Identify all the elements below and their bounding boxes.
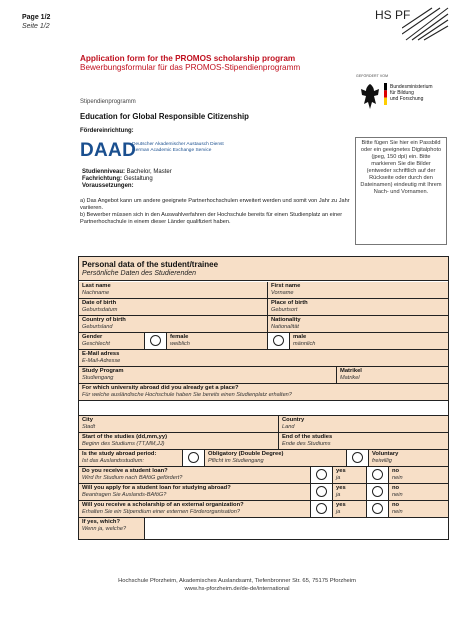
scholarship-yes-radio-cell[interactable]: [311, 501, 333, 517]
birth-row: [79, 299, 448, 316]
program-row: [79, 367, 448, 384]
voluntary-radio-cell[interactable]: [347, 450, 369, 466]
first-name-field[interactable]: First name Vorname: [268, 282, 448, 298]
obligatory-radio[interactable]: [188, 452, 199, 463]
male-radio-cell[interactable]: [268, 333, 290, 349]
city-field[interactable]: City Stadt: [79, 416, 279, 432]
personal-data-form: [78, 256, 449, 540]
hspf-logo-icon: [402, 6, 450, 42]
gender-label: Gender Geschlecht: [79, 333, 145, 349]
bafog-no-radio-cell[interactable]: [367, 484, 389, 500]
requirements-text: [80, 198, 350, 226]
last-name-field[interactable]: Last name Nachname: [79, 282, 268, 298]
female-radio-cell[interactable]: [145, 333, 167, 349]
obligatory-radio-cell[interactable]: [183, 450, 205, 466]
program-label: Stipendienprogramm: [80, 99, 136, 105]
page-label-de: Seite 1/2: [22, 23, 50, 30]
ministry-logo: [356, 74, 448, 130]
footer: [0, 577, 474, 593]
bafog-row: [79, 484, 448, 501]
matrikel-field[interactable]: Matrikel Matrikel: [337, 367, 448, 383]
obligatory-option: Obligatory (Double Degree) Pflicht im Studiengang: [205, 450, 347, 466]
male-option: male männlich: [290, 333, 448, 349]
field-value: Gestaltung: [122, 176, 153, 182]
footer-address: Hochschule Pforzheim, Akademisches Auslandsamt, Tiefenbronner Str. 65, 75175 Pforzheim: [118, 578, 356, 584]
bafog-question: Will you apply for a student loan for studying abroad? Beantragen Sie Auslands-BAföG?: [79, 484, 311, 500]
study-level-value: Bachelor, Master: [125, 169, 172, 175]
university-row: [79, 384, 448, 401]
requirement-a: a) Das Angebot kann um andere geeignete Partnerhochschulen erweitert werden und somit von Jahr zu Jahr variieren.: [80, 198, 350, 211]
voluntary-radio[interactable]: [352, 452, 363, 463]
gender-row: [79, 333, 448, 350]
which-row: [79, 518, 448, 539]
form-title-de: Bewerbungsformular für das PROMOS-Stipendienprogramm: [80, 63, 301, 72]
start-of-studies-field[interactable]: Start of the studies (dd,mm,yy) Beginn des Studiums (TT,MM,JJ): [79, 433, 279, 449]
section-header: [79, 257, 448, 281]
ministry-name: Bundesministerium für Bildung und Forschung: [390, 84, 433, 102]
bafog-yes-radio-cell[interactable]: [311, 484, 333, 500]
program-title: Education for Global Responsible Citizenship: [80, 112, 249, 121]
german-flag-icon: [384, 83, 387, 105]
requirements-label: Voraussetzungen:: [82, 183, 134, 189]
end-of-studies-field[interactable]: End of the studies Ende des Studiums: [279, 433, 448, 449]
loan-row: [79, 467, 448, 484]
which-scholarship-input[interactable]: [145, 518, 448, 539]
loan-yes-option: yes ja: [333, 467, 367, 483]
female-option: female weiblich: [167, 333, 268, 349]
obligatory-row: [79, 450, 448, 467]
daad-subtitle: Deutscher Akademischer Austausch Dienst German Academic Exchange Service: [132, 142, 224, 153]
university-abroad-field[interactable]: For which university abroad did you already get a place? Für welche ausländische Hochschule haben Sie bereits einen Studienplatz erhalten?: [79, 384, 448, 400]
female-radio[interactable]: [150, 335, 161, 346]
eagle-icon: [358, 82, 382, 112]
form-title-en: Application form for the PROMOS scholarship program: [80, 54, 296, 63]
loan-yes-radio-cell[interactable]: [311, 467, 333, 483]
scholarship-no-option: no nein: [389, 501, 448, 517]
footer-url[interactable]: www.hs-pforzheim.de/de-de/international: [184, 586, 290, 592]
email-row: [79, 350, 448, 367]
scholarship-no-radio-cell[interactable]: [367, 501, 389, 517]
voluntary-option: Voluntary freiwillig: [369, 450, 448, 466]
ministry-sponsor-label: GEFÖRDERT VOM: [356, 74, 389, 78]
dates-row: [79, 433, 448, 450]
study-program-field[interactable]: Study Program Studiengang: [79, 367, 337, 383]
scholarship-yes-option: yes ja: [333, 501, 367, 517]
loan-no-option: no nein: [389, 467, 448, 483]
nationality-field[interactable]: Nationality Nationalität: [268, 316, 448, 332]
loan-yes-radio[interactable]: [316, 469, 327, 480]
bafog-no-radio[interactable]: [372, 486, 383, 497]
bafog-yes-radio[interactable]: [316, 486, 327, 497]
study-level-label: Studienniveau:: [82, 169, 126, 175]
loan-no-radio-cell[interactable]: [367, 467, 389, 483]
city-row: [79, 416, 448, 433]
section-title-de: Persönliche Daten des Studierenden: [82, 270, 197, 277]
photo-instructions: Bitte fügen Sie hier ein Passbild oder ein geeignetes Digitalphoto (jpeg, 150 dpi) ein. Bitte markieren Sie die Bilder (entweder schriftlich auf der Rückseite oder durch den Dateinamen) eindeutig mit Ihrem Nach- und Vornamen.: [360, 140, 442, 195]
place-of-birth-field[interactable]: Place of birth Geburtsort: [268, 299, 448, 315]
email-field[interactable]: E-Mail adress E-Mail-Adresse: [79, 350, 448, 366]
hspf-logo-text: HS PF: [375, 8, 411, 22]
external-scholarship-question: Will you receive a scholarship of an external organization? Erhalten Sie ein Stipendium einer externen Förderorganisation?: [79, 501, 311, 517]
country-of-birth-field[interactable]: Country of birth Geburtsland: [79, 316, 268, 332]
section-title: Personal data of the student/trainee: [82, 260, 219, 269]
page-number: [22, 13, 50, 31]
country-row: [79, 316, 448, 333]
scholarship-yes-radio[interactable]: [316, 503, 327, 514]
institution-label: Fördereinrichtung:: [80, 128, 134, 134]
scholarship-no-radio[interactable]: [372, 503, 383, 514]
scholarship-row: [79, 501, 448, 518]
name-row: [79, 282, 448, 299]
bafog-yes-option: yes ja: [333, 484, 367, 500]
study-info: [82, 169, 172, 190]
date-of-birth-field[interactable]: Date of birth Geburtsdatum: [79, 299, 268, 315]
university-answer-row[interactable]: [79, 401, 448, 416]
field-label: Fachrichtung:: [82, 176, 122, 182]
which-label: If yes, which? Wenn ja, welche?: [79, 518, 145, 539]
loan-no-radio[interactable]: [372, 469, 383, 480]
obligatory-question: Is the study abroad period: Ist das Auslandsstudium:: [79, 450, 183, 466]
page-label: Page 1/2: [22, 14, 51, 21]
requirement-b: b) Bewerber müssen sich in den Auswahlverfahren der Hochschule bereits für einen Studienplatz an einer Partnerhochschule in einem dieser Länder qualifiziert haben.: [80, 212, 343, 225]
male-radio[interactable]: [273, 335, 284, 346]
student-loan-question: Do you receive a student loan? Wird Ihr Studium nach BAföG gefördert?: [79, 467, 311, 483]
bafog-no-option: no nein: [389, 484, 448, 500]
daad-logo: DAAD: [80, 140, 137, 161]
country-field[interactable]: Country Land: [279, 416, 448, 432]
